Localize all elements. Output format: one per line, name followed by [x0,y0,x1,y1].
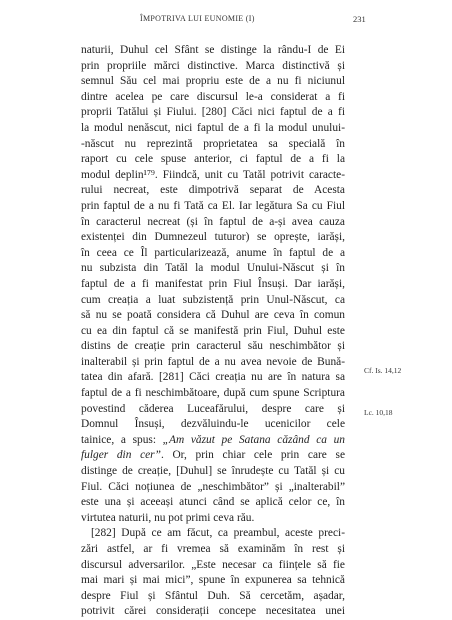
text-line: să nu se poată considera că Duhul are ceva în comun [81,309,345,322]
margin-note-luke: Lc. 10,18 [364,408,393,417]
text-line: prin propriile mărci distinctive. Marca distinctivă și [81,59,345,72]
page-number: 231 [353,14,366,24]
text-line: Fiul. Căci noțiunea de „neschimbător” și „inalterabil” [81,480,345,493]
text-line: modul deplin¹⁷⁹. Fiindcă, unit cu Tatăl potrivit caracte- [81,168,345,181]
text-line: cu ea din faptul că se manifestă prin Fiul, Duhul este [81,324,345,337]
text-line: naturii, Duhul cel Sfânt se distinge la rându-I de Ei [81,44,345,56]
text-line: tainice, a spus: „Am văzut pe Satana căzând ca un [81,433,345,446]
text-line: existenței din Dumnezeul tuturor) se oprește, iarăși, [81,231,345,244]
text-line: dintre acelea pe care discursul le-a considerat a fi [81,90,345,103]
text-line: proprii Tatălui și Fiului. [280] Căci nici faptul de a fi [81,106,345,119]
text-line: Domnul Însuși, dezvăluindu-le ucenicilor cele [81,418,345,431]
text-line: povestind căderea Luceafărului, despre care și [81,402,345,415]
body-text [81,43,345,620]
text-line: în caracterul necreat (și în faptul de a-și avea cauza [81,215,345,228]
text-line: semnul Său cel mai propriu este de a nu fi niciunul [81,75,345,88]
text-line: în ceea ce Îl particularizează, anume în faptul de a [81,246,345,259]
text-line: virtutea naturii, nu pot primi ceva rău. [81,511,255,524]
text-line: despre Fiul și Sfântul Duh. Să cercetăm, așadar, [81,589,345,602]
margin-note-isaiah: Cf. Is. 14,12 [364,366,402,375]
text-line: este una și aceeași atunci când se aplică celor ce, în [81,496,345,509]
text-line: cum creația a luat subzistență prin Unul-Născut, ca [81,293,345,306]
text-line: potrivit cărei considerații concepe necesitatea unei [81,605,345,618]
text-line: tatea din afară. [281] Căci creația nu are în natura sa [81,371,345,384]
text-line: prin faptul de a nu fi Tată ca El. Iar legătura Sa cu Fiul [81,199,345,212]
text-line: faptul de a fi manifestat prin Fiul Însuși. Dar iarăși, [81,277,345,290]
text-line: zări astfel, ar fi vremea să examinăm în rest și [81,543,345,555]
text-line: la modul nenăscut, nici faptul de a fi la modul unului- [81,121,345,134]
text-line: faptul de a fi neschimbătoare, după cum spune Scriptura [81,387,345,400]
text-line: raport cu cele spuse anterior, ci faptul de a fi la [81,153,345,166]
text-line: fulger din cer”. Or, prin chiar cele prin care se [81,449,346,462]
text-line: nu subzista din Tatăl la modul Unului-Născut și în [81,262,345,275]
text-line: distins de creație prin caracterul său neschimbător și [81,340,345,353]
text-line: distinge de creație, [Duhul] se înrudește cu Tatăl și cu [81,465,345,478]
text-line: -născut nu reprezintă proprietatea sa specială în [81,137,345,150]
text-line: inalterabil și prin faptul de a nu avea nevoie de Bună- [81,355,345,368]
text-line: mai mari și mai mici”, spune în expunerea sa tehnică [81,574,345,587]
text-line: rului necreat, este dimpotrivă separat de Acesta [81,184,345,197]
running-title: ÎMPOTRIVA LUI EUNOMIE (I) [140,14,255,23]
text-line: discursul adversarilor. „Este necesar ca ființele să fie [81,558,345,571]
text-line: [282] După ce am făcut, ca preambul, aceste preci- [91,527,345,540]
